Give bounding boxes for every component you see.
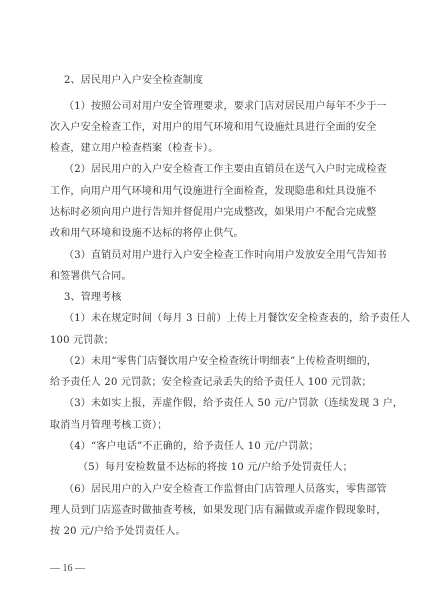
paragraph-line: 改和用气环境和设施不达标的将停止供气。	[50, 228, 244, 239]
paragraph-line: （2）居民用户的入户安全检查工作主要由直销员在送气入户时完成检查	[64, 164, 387, 175]
paragraph-line: （3）直销员对用户进行入户安全检查工作时向用户发放安全用气告知书	[64, 250, 387, 261]
paragraph-line: （5）每月安检数量不达标的将按 10 元/户给予处罚责任人；	[78, 462, 353, 473]
section-heading: 3、管理考核	[64, 292, 122, 303]
section-heading: 2、居民用户入户安全检查制度	[64, 75, 204, 86]
paragraph-line: 取消当月管理考核工资）；	[50, 420, 168, 431]
paragraph-line: 检查，建立用户检查档案（检查卡）。	[50, 143, 219, 154]
paragraph-line: 按 20 元/户给予处罚责任人。	[50, 526, 186, 537]
page-number: — 16 —	[50, 563, 85, 574]
paragraph-line: 理人员到门店巡查时做抽查考核，如果发现门店有漏做或弄虚作假现象时，	[50, 505, 387, 516]
paragraph-line: （3）未如实上报，弄虚作假，给予责任人 50 元/户罚款（连续发现 3 户，	[64, 398, 404, 409]
paragraph-line: （6）居民用户的入户安全检查工作监督由门店管理人员落实，零售部管	[64, 484, 387, 495]
paragraph-line: （4）“客户电话”不正确的，给予责任人 10 元/户罚款；	[64, 441, 319, 452]
paragraph-line: （1）未在规定时间（每月 3 日前）上传上月餐饮安全检查表的，给予责任人	[64, 313, 411, 324]
paragraph-line: 达标时必须向用户进行告知并督促用户完成整改，如果用户不配合完成整	[50, 207, 377, 218]
paragraph-line: 和签署供气合同。	[50, 271, 132, 282]
paragraph-line: （2）未用“零售门店餐饮用户安全检查统计明细表”上传检查明细的，	[64, 356, 377, 367]
paragraph-line: 次入户安全检查工作，对用户的用气环境和用气设施灶具进行全面的安全	[50, 122, 377, 133]
paragraph-line: 工作，向用户用气环境和用气设施进行全面检查，发现隐患和灶具设施不	[50, 186, 377, 197]
paragraph-line: （1）按照公司对用户安全管理要求，要求门店对居民用户每年不少于一	[64, 101, 387, 112]
paragraph-line: 给予责任人 20 元罚款；安全检查记录丢失的给予责任人 100 元罚款；	[50, 377, 372, 388]
paragraph-line: 100 元罚款；	[50, 335, 114, 346]
